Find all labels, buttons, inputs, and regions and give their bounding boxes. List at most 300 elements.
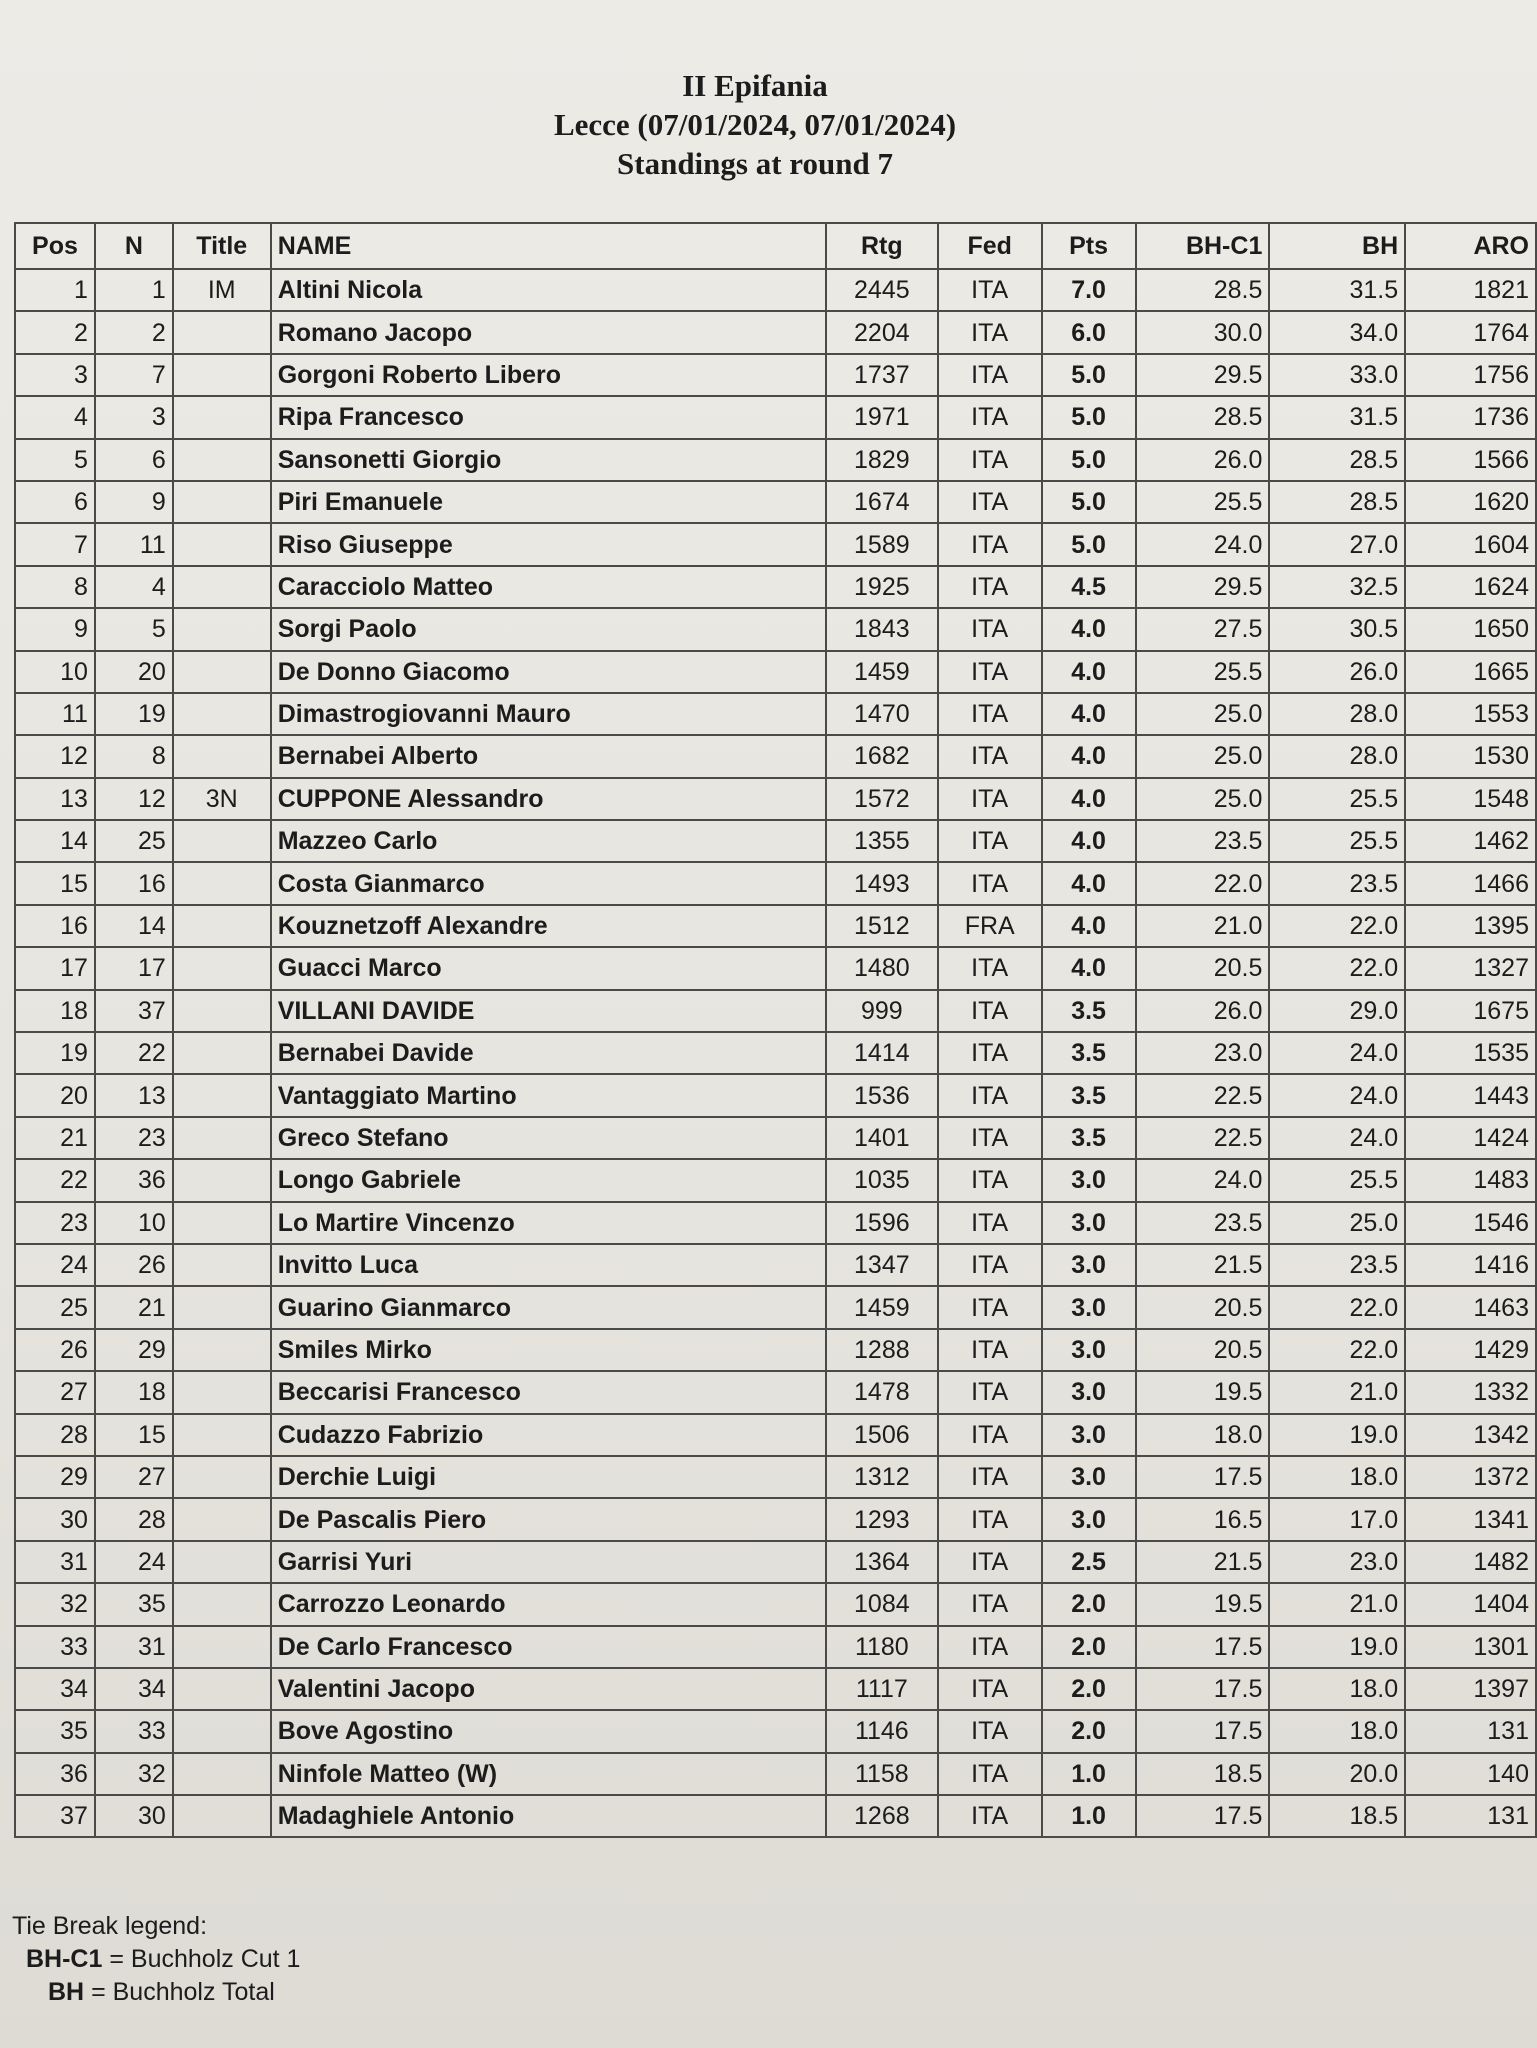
cell-bh: 18.5 (1269, 1795, 1405, 1837)
cell-bh: 28.0 (1269, 735, 1405, 777)
cell-title (173, 947, 271, 989)
cell-bh: 23.0 (1269, 1541, 1405, 1583)
cell-title (173, 820, 271, 862)
cell-bhc1: 17.5 (1136, 1456, 1270, 1498)
cell-bh: 28.5 (1269, 439, 1405, 481)
cell-name: Mazzeo Carlo (271, 820, 826, 862)
cell-name: Dimastrogiovanni Mauro (271, 693, 826, 735)
cell-fed: ITA (938, 735, 1042, 777)
cell-aro: 1604 (1405, 523, 1536, 565)
cell-pts: 2.0 (1042, 1668, 1136, 1710)
cell-fed: ITA (938, 947, 1042, 989)
legend-title: Tie Break legend: (12, 1912, 208, 1940)
cell-fed: ITA (938, 1795, 1042, 1837)
cell-bhc1: 27.5 (1136, 608, 1270, 650)
cell-pos: 37 (15, 1795, 95, 1837)
cell-fed: ITA (938, 439, 1042, 481)
cell-n: 24 (95, 1541, 173, 1583)
legend-sep: = (109, 1945, 124, 1973)
cell-title (173, 1626, 271, 1668)
cell-aro: 131 (1405, 1795, 1536, 1837)
col-header-name: NAME (271, 223, 826, 269)
cell-rtg: 1925 (826, 566, 938, 608)
cell-aro: 1395 (1405, 905, 1536, 947)
cell-n: 34 (95, 1668, 173, 1710)
cell-n: 21 (95, 1286, 173, 1328)
cell-name: De Carlo Francesco (271, 1626, 826, 1668)
cell-bh: 17.0 (1269, 1498, 1405, 1540)
cell-rtg: 1470 (826, 693, 938, 735)
cell-bhc1: 23.0 (1136, 1032, 1270, 1074)
cell-pts: 3.0 (1042, 1414, 1136, 1456)
cell-bh: 25.5 (1269, 778, 1405, 820)
table-row (15, 990, 1536, 1032)
cell-n: 10 (95, 1202, 173, 1244)
cell-n: 19 (95, 693, 173, 735)
cell-n: 35 (95, 1583, 173, 1625)
cell-fed: ITA (938, 1202, 1042, 1244)
cell-rtg: 1480 (826, 947, 938, 989)
cell-bh: 28.0 (1269, 693, 1405, 735)
cell-aro: 1416 (1405, 1244, 1536, 1286)
cell-pos: 4 (15, 396, 95, 438)
cell-aro: 1404 (1405, 1583, 1536, 1625)
table-row (15, 1117, 1536, 1159)
cell-bhc1: 23.5 (1136, 1202, 1270, 1244)
table-row (15, 311, 1536, 353)
cell-rtg: 1288 (826, 1329, 938, 1371)
cell-name: Guarino Gianmarco (271, 1286, 826, 1328)
table-row (15, 269, 1536, 311)
cell-n: 23 (95, 1117, 173, 1159)
cell-fed: ITA (938, 1032, 1042, 1074)
cell-rtg: 1312 (826, 1456, 938, 1498)
cell-bhc1: 20.5 (1136, 1286, 1270, 1328)
cell-pos: 3 (15, 354, 95, 396)
cell-name: Bernabei Davide (271, 1032, 826, 1074)
cell-fed: FRA (938, 905, 1042, 947)
cell-fed: ITA (938, 608, 1042, 650)
cell-n: 32 (95, 1753, 173, 1795)
table-row (15, 354, 1536, 396)
cell-title (173, 1456, 271, 1498)
cell-n: 9 (95, 481, 173, 523)
cell-title (173, 608, 271, 650)
cell-aro: 1397 (1405, 1668, 1536, 1710)
cell-name: VILLANI DAVIDE (271, 990, 826, 1032)
cell-bhc1: 17.5 (1136, 1668, 1270, 1710)
cell-bhc1: 30.0 (1136, 311, 1270, 353)
legend-desc: Buchholz Cut 1 (130, 1945, 301, 1973)
cell-pts: 4.0 (1042, 862, 1136, 904)
standings-table (14, 222, 1537, 1838)
cell-fed: ITA (938, 1117, 1042, 1159)
cell-bhc1: 25.0 (1136, 778, 1270, 820)
col-header-aro: ARO (1405, 223, 1536, 269)
cell-rtg: 1180 (826, 1626, 938, 1668)
cell-title (173, 735, 271, 777)
cell-fed: ITA (938, 1626, 1042, 1668)
col-header-fed: Fed (938, 223, 1042, 269)
cell-rtg: 1459 (826, 651, 938, 693)
cell-rtg: 1117 (826, 1668, 938, 1710)
cell-aro: 1620 (1405, 481, 1536, 523)
cell-pos: 20 (15, 1074, 95, 1116)
cell-bhc1: 17.5 (1136, 1795, 1270, 1837)
cell-rtg: 1589 (826, 523, 938, 565)
cell-pts: 3.0 (1042, 1159, 1136, 1201)
cell-pts: 4.5 (1042, 566, 1136, 608)
cell-name: Cudazzo Fabrizio (271, 1414, 826, 1456)
cell-n: 16 (95, 862, 173, 904)
cell-fed: ITA (938, 269, 1042, 311)
cell-rtg: 2204 (826, 311, 938, 353)
cell-title (173, 1159, 271, 1201)
cell-bh: 25.5 (1269, 1159, 1405, 1201)
cell-rtg: 1506 (826, 1414, 938, 1456)
cell-rtg: 1364 (826, 1541, 938, 1583)
cell-rtg: 1572 (826, 778, 938, 820)
cell-title (173, 1753, 271, 1795)
cell-rtg: 999 (826, 990, 938, 1032)
cell-bh: 18.0 (1269, 1668, 1405, 1710)
table-row (15, 1498, 1536, 1540)
cell-name: De Donno Giacomo (271, 651, 826, 693)
cell-aro: 1332 (1405, 1371, 1536, 1413)
cell-pts: 4.0 (1042, 693, 1136, 735)
cell-pos: 5 (15, 439, 95, 481)
cell-name: Costa Gianmarco (271, 862, 826, 904)
cell-pts: 2.5 (1042, 1541, 1136, 1583)
cell-name: Bernabei Alberto (271, 735, 826, 777)
table-row (15, 735, 1536, 777)
cell-fed: ITA (938, 693, 1042, 735)
cell-aro: 1462 (1405, 820, 1536, 862)
cell-bh: 24.0 (1269, 1117, 1405, 1159)
cell-pts: 4.0 (1042, 651, 1136, 693)
cell-bhc1: 22.0 (1136, 862, 1270, 904)
cell-aro: 1756 (1405, 354, 1536, 396)
cell-n: 27 (95, 1456, 173, 1498)
cell-title (173, 1795, 271, 1837)
cell-title (173, 1583, 271, 1625)
cell-pts: 3.5 (1042, 1117, 1136, 1159)
cell-title (173, 1710, 271, 1752)
event-place-dates: Lecce (07/01/2024, 07/01/2024) (553, 107, 957, 142)
cell-title (173, 1032, 271, 1074)
cell-aro: 140 (1405, 1753, 1536, 1795)
cell-aro: 1327 (1405, 947, 1536, 989)
cell-name: Gorgoni Roberto Libero (271, 354, 826, 396)
cell-title (173, 354, 271, 396)
cell-bh: 24.0 (1269, 1032, 1405, 1074)
cell-pos: 2 (15, 311, 95, 353)
legend-desc: Buchholz Total (112, 1978, 275, 2006)
table-row (15, 1159, 1536, 1201)
cell-name: Longo Gabriele (271, 1159, 826, 1201)
cell-n: 1 (95, 269, 173, 311)
cell-n: 31 (95, 1626, 173, 1668)
cell-name: Sorgi Paolo (271, 608, 826, 650)
cell-bhc1: 17.5 (1136, 1710, 1270, 1752)
cell-bhc1: 26.0 (1136, 990, 1270, 1032)
cell-n: 14 (95, 905, 173, 947)
cell-fed: ITA (938, 1753, 1042, 1795)
cell-bh: 22.0 (1269, 1286, 1405, 1328)
cell-fed: ITA (938, 481, 1042, 523)
cell-n: 11 (95, 523, 173, 565)
cell-aro: 1624 (1405, 566, 1536, 608)
cell-fed: ITA (938, 1541, 1042, 1583)
cell-n: 28 (95, 1498, 173, 1540)
cell-n: 30 (95, 1795, 173, 1837)
cell-aro: 1548 (1405, 778, 1536, 820)
table-row (15, 1795, 1536, 1837)
cell-rtg: 1035 (826, 1159, 938, 1201)
cell-pts: 1.0 (1042, 1753, 1136, 1795)
table-row (15, 947, 1536, 989)
cell-bh: 23.5 (1269, 862, 1405, 904)
cell-fed: ITA (938, 820, 1042, 862)
cell-rtg: 1084 (826, 1583, 938, 1625)
cell-pos: 1 (15, 269, 95, 311)
cell-bhc1: 18.0 (1136, 1414, 1270, 1456)
cell-n: 33 (95, 1710, 173, 1752)
cell-pos: 16 (15, 905, 95, 947)
cell-fed: ITA (938, 1371, 1042, 1413)
cell-n: 4 (95, 566, 173, 608)
cell-pts: 3.0 (1042, 1371, 1136, 1413)
cell-n: 25 (95, 820, 173, 862)
cell-n: 37 (95, 990, 173, 1032)
cell-bh: 21.0 (1269, 1583, 1405, 1625)
cell-pos: 27 (15, 1371, 95, 1413)
cell-aro: 1764 (1405, 311, 1536, 353)
table-row (15, 905, 1536, 947)
cell-fed: ITA (938, 990, 1042, 1032)
cell-bh: 23.5 (1269, 1244, 1405, 1286)
cell-pos: 9 (15, 608, 95, 650)
cell-pos: 13 (15, 778, 95, 820)
cell-rtg: 1459 (826, 1286, 938, 1328)
cell-pos: 25 (15, 1286, 95, 1328)
col-header-pos: Pos (15, 223, 95, 269)
cell-bhc1: 19.5 (1136, 1583, 1270, 1625)
cell-bhc1: 16.5 (1136, 1498, 1270, 1540)
cell-pos: 26 (15, 1329, 95, 1371)
cell-aro: 1424 (1405, 1117, 1536, 1159)
cell-fed: ITA (938, 1414, 1042, 1456)
cell-bh: 24.0 (1269, 1074, 1405, 1116)
cell-name: Carrozzo Leonardo (271, 1583, 826, 1625)
table-row (15, 1202, 1536, 1244)
cell-pts: 3.0 (1042, 1456, 1136, 1498)
cell-name: Valentini Jacopo (271, 1668, 826, 1710)
cell-pos: 22 (15, 1159, 95, 1201)
cell-rtg: 1737 (826, 354, 938, 396)
cell-name: Guacci Marco (271, 947, 826, 989)
cell-title: IM (173, 269, 271, 311)
cell-n: 17 (95, 947, 173, 989)
cell-bh: 22.0 (1269, 1329, 1405, 1371)
cell-n: 6 (95, 439, 173, 481)
cell-title: 3N (173, 778, 271, 820)
cell-bhc1: 25.0 (1136, 693, 1270, 735)
table-header-row (15, 223, 1536, 269)
cell-pts: 3.5 (1042, 1032, 1136, 1074)
cell-fed: ITA (938, 1244, 1042, 1286)
cell-rtg: 1674 (826, 481, 938, 523)
cell-fed: ITA (938, 862, 1042, 904)
cell-title (173, 439, 271, 481)
cell-aro: 1372 (1405, 1456, 1536, 1498)
cell-name: Greco Stefano (271, 1117, 826, 1159)
cell-bh: 25.5 (1269, 820, 1405, 862)
cell-pos: 34 (15, 1668, 95, 1710)
cell-pos: 12 (15, 735, 95, 777)
cell-title (173, 481, 271, 523)
cell-aro: 1821 (1405, 269, 1536, 311)
cell-rtg: 1401 (826, 1117, 938, 1159)
cell-n: 18 (95, 1371, 173, 1413)
cell-n: 12 (95, 778, 173, 820)
cell-bh: 22.0 (1269, 905, 1405, 947)
cell-aro: 1466 (1405, 862, 1536, 904)
cell-name: CUPPONE Alessandro (271, 778, 826, 820)
cell-bhc1: 22.5 (1136, 1117, 1270, 1159)
cell-title (173, 1244, 271, 1286)
cell-fed: ITA (938, 1074, 1042, 1116)
cell-pos: 29 (15, 1456, 95, 1498)
cell-pos: 31 (15, 1541, 95, 1583)
cell-name: Invitto Luca (271, 1244, 826, 1286)
cell-n: 26 (95, 1244, 173, 1286)
cell-n: 29 (95, 1329, 173, 1371)
cell-fed: ITA (938, 651, 1042, 693)
cell-aro: 1546 (1405, 1202, 1536, 1244)
cell-rtg: 1146 (826, 1710, 938, 1752)
cell-name: Piri Emanuele (271, 481, 826, 523)
cell-rtg: 1478 (826, 1371, 938, 1413)
cell-n: 13 (95, 1074, 173, 1116)
cell-fed: ITA (938, 566, 1042, 608)
table-row (15, 396, 1536, 438)
table-row (15, 693, 1536, 735)
tie-break-legend (12, 1910, 300, 2009)
cell-n: 7 (95, 354, 173, 396)
cell-bh: 19.0 (1269, 1414, 1405, 1456)
cell-bhc1: 25.5 (1136, 481, 1270, 523)
cell-aro: 1443 (1405, 1074, 1536, 1116)
col-header-bh: BH (1269, 223, 1405, 269)
table-row (15, 1668, 1536, 1710)
cell-title (173, 311, 271, 353)
cell-name: Ripa Francesco (271, 396, 826, 438)
table-row (15, 1541, 1536, 1583)
cell-bhc1: 25.0 (1136, 735, 1270, 777)
cell-rtg: 1293 (826, 1498, 938, 1540)
event-title: II Epifania (682, 68, 828, 103)
cell-bh: 25.0 (1269, 1202, 1405, 1244)
cell-fed: ITA (938, 311, 1042, 353)
cell-name: Kouznetzoff Alexandre (271, 905, 826, 947)
col-header-pts: Pts (1042, 223, 1136, 269)
cell-title (173, 566, 271, 608)
cell-title (173, 1541, 271, 1583)
cell-pts: 7.0 (1042, 269, 1136, 311)
cell-name: De Pascalis Piero (271, 1498, 826, 1540)
cell-bhc1: 22.5 (1136, 1074, 1270, 1116)
cell-bh: 26.0 (1269, 651, 1405, 693)
cell-bhc1: 23.5 (1136, 820, 1270, 862)
cell-pts: 3.5 (1042, 1074, 1136, 1116)
cell-bhc1: 29.5 (1136, 566, 1270, 608)
cell-rtg: 1268 (826, 1795, 938, 1837)
cell-title (173, 396, 271, 438)
cell-title (173, 990, 271, 1032)
cell-bh: 31.5 (1269, 269, 1405, 311)
cell-rtg: 1347 (826, 1244, 938, 1286)
table-row (15, 1753, 1536, 1795)
table-row (15, 481, 1536, 523)
cell-bhc1: 18.5 (1136, 1753, 1270, 1795)
cell-name: Beccarisi Francesco (271, 1371, 826, 1413)
cell-aro: 1463 (1405, 1286, 1536, 1328)
cell-bhc1: 29.5 (1136, 354, 1270, 396)
cell-name: Vantaggiato Martino (271, 1074, 826, 1116)
cell-n: 15 (95, 1414, 173, 1456)
cell-pts: 2.0 (1042, 1583, 1136, 1625)
cell-pts: 5.0 (1042, 439, 1136, 481)
cell-bh: 20.0 (1269, 1753, 1405, 1795)
cell-rtg: 1493 (826, 862, 938, 904)
cell-title (173, 1286, 271, 1328)
cell-pos: 7 (15, 523, 95, 565)
cell-bh: 22.0 (1269, 947, 1405, 989)
cell-aro: 1665 (1405, 651, 1536, 693)
cell-title (173, 1074, 271, 1116)
cell-n: 5 (95, 608, 173, 650)
cell-aro: 1342 (1405, 1414, 1536, 1456)
cell-bh: 30.5 (1269, 608, 1405, 650)
cell-bh: 27.0 (1269, 523, 1405, 565)
cell-bh: 33.0 (1269, 354, 1405, 396)
cell-bh: 32.5 (1269, 566, 1405, 608)
table-row (15, 439, 1536, 481)
cell-aro: 1429 (1405, 1329, 1536, 1371)
cell-bh: 19.0 (1269, 1626, 1405, 1668)
cell-pos: 33 (15, 1626, 95, 1668)
cell-pts: 3.0 (1042, 1498, 1136, 1540)
cell-title (173, 1414, 271, 1456)
cell-name: Riso Giuseppe (271, 523, 826, 565)
col-header-title: Title (173, 223, 271, 269)
cell-fed: ITA (938, 1159, 1042, 1201)
cell-title (173, 1329, 271, 1371)
cell-title (173, 905, 271, 947)
standings-round: Standings at round 7 (617, 146, 893, 181)
cell-title (173, 651, 271, 693)
cell-name: Garrisi Yuri (271, 1541, 826, 1583)
cell-aro: 1736 (1405, 396, 1536, 438)
cell-rtg: 1843 (826, 608, 938, 650)
cell-pos: 24 (15, 1244, 95, 1286)
table-row (15, 566, 1536, 608)
cell-bh: 18.0 (1269, 1456, 1405, 1498)
table-row (15, 1414, 1536, 1456)
table-row (15, 1371, 1536, 1413)
table-row (15, 1329, 1536, 1371)
